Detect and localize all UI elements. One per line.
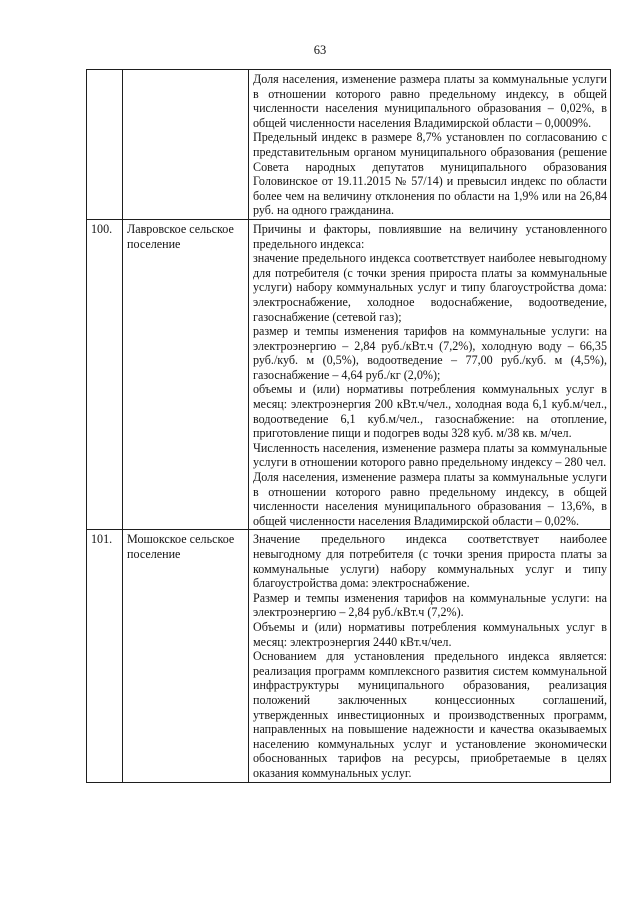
table-row-101	[87, 530, 611, 782]
paragraph: Значение предельного индекса соответствует наиболее невыгодному для потребителя (с точки зрения прироста платы за коммунальные услуги) набору коммунальных услуг и типу благоустройства дома: электроснабжение.	[253, 532, 607, 591]
row-description	[249, 219, 611, 529]
row-description	[249, 70, 611, 220]
paragraph: Размер и темпы изменения тарифов на коммунальные услуги: на электроэнергию – 2,84 руб./кВт.ч (7,2%).	[253, 590, 607, 620]
row-description	[249, 530, 611, 782]
table-row-continued	[87, 70, 611, 220]
paragraph: Предельный индекс в размере 8,7% установлен по согласованию с представительным органом муниципального образования (решение Совета народных депутатов муниципального образования Головинское от 19.11.2015 № 57/14) и превысил индекс по области более чем на величину отклонения по области на 1,9% или на 26,84 руб. на одного гражданина.	[253, 130, 607, 218]
paragraph: Основанием для установления предельного индекса является: реализация программ комплексного развития систем коммунальной инфраструктуры муниципального образования, реализация положений заключенных концессионных соглашений, утвержденных инвестиционных и производственных программ, направленных на повышение надежности и качества оказываемых населению коммунальных услуг и установление экономически обоснованных тарифов на ресурсы, приобретаемые в целях оказания коммунальных услуг.	[253, 649, 607, 780]
municipality-name: Мошокское сельское поселение	[123, 530, 249, 782]
paragraph: размер и темпы изменения тарифов на коммунальные услуги: на электроэнергию – 2,84 руб./кВт.ч (7,2%), холодную воду – 66,35 руб./куб. м (0,5%), водоотведение – 77,00 руб./куб. м (4,5%), газоснабжение – 4,64 руб./кг (2,0%);	[253, 324, 607, 382]
paragraph: Причины и факторы, повлиявшие на величину установленного предельного индекса:	[253, 221, 607, 251]
paragraph: значение предельного индекса соответствует наиболее невыгодному для потребителя (с точки зрения прироста платы за коммунальные услуги) набору коммунальных услуг и типу благоустройства дома: электроснабжение, холодное водоснабжение, водоотведение, газоснабжение (сетевой газ);	[253, 251, 607, 324]
paragraph: Объемы и (или) нормативы потребления коммунальных услуг в месяц: электроэнергия 2440 кВт.ч/чел.	[253, 619, 607, 649]
table-row-100	[87, 219, 611, 529]
paragraph: Доля населения, изменение размера платы за коммунальные услуги в отношении которого равно предельному индексу, в общей численности населения муниципального образования – 13,6%, в общей численности населения Владимирской области – 0,02%.	[253, 470, 607, 528]
paragraph: Доля населения, изменение размера платы за коммунальные услуги в отношении которого равно предельному индексу, в общей численности населения муниципального образования – 0,02%, в общей численности населения Владимирской области – 0,0009%.	[253, 72, 607, 130]
municipality-name	[123, 70, 249, 220]
paragraph: объемы и (или) нормативы потребления коммунальных услуг в месяц: электроэнергия 200 кВт.ч/чел., холодная вода 6,1 куб.м/чел., водоотведение 6,1 куб.м/чел., газоснабжение: на отопление, приготовление пищи и подогрев воды 328 куб. м/38 кв. м/чел.	[253, 382, 607, 441]
page-number: 63	[313, 43, 327, 57]
municipality-name: Лавровское сельское поселение	[123, 219, 249, 529]
row-number: 100.	[87, 219, 123, 529]
municipal-index-table	[86, 69, 611, 783]
row-number	[87, 70, 123, 220]
row-number: 101.	[87, 530, 123, 782]
paragraph: Численность населения, изменение размера платы за коммунальные услуги в отношении которого равно предельному индексу – 280 чел.	[253, 440, 607, 470]
